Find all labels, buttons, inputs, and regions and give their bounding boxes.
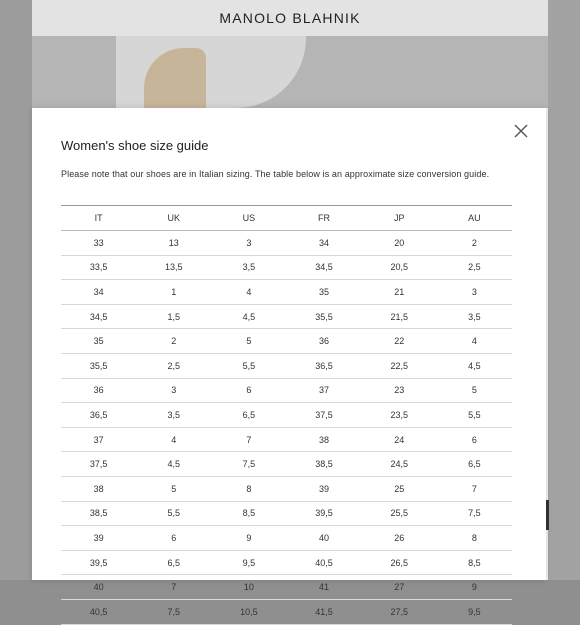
size-cell-it: 40 — [61, 575, 136, 600]
table-row — [61, 304, 512, 329]
size-cell-it: 39,5 — [61, 550, 136, 575]
size-cell-jp: 26,5 — [362, 550, 437, 575]
table-row — [61, 476, 512, 501]
table-row — [61, 280, 512, 305]
table-row — [61, 575, 512, 600]
size-cell-uk: 3 — [136, 378, 211, 403]
size-cell-us: 3 — [211, 231, 286, 256]
size-cell-jp: 27 — [362, 575, 437, 600]
size-cell-it: 40,5 — [61, 599, 136, 624]
size-conversion-table — [61, 205, 512, 625]
size-cell-jp: 20 — [362, 231, 437, 256]
size-cell-au: 2,5 — [437, 255, 512, 280]
size-cell-uk: 1 — [136, 280, 211, 305]
table-row — [61, 427, 512, 452]
size-cell-fr: 35,5 — [286, 304, 361, 329]
size-cell-us: 4 — [211, 280, 286, 305]
size-cell-it: 36,5 — [61, 403, 136, 428]
size-guide-modal — [32, 108, 546, 617]
size-cell-au: 4 — [437, 329, 512, 354]
size-cell-us: 8,5 — [211, 501, 286, 526]
size-cell-uk: 6,5 — [136, 550, 211, 575]
size-cell-fr: 39,5 — [286, 501, 361, 526]
size-cell-au: 9 — [437, 575, 512, 600]
size-cell-jp: 24,5 — [362, 452, 437, 477]
size-cell-us: 5,5 — [211, 353, 286, 378]
product-image — [32, 36, 548, 108]
size-cell-us: 4,5 — [211, 304, 286, 329]
size-cell-au: 5 — [437, 378, 512, 403]
size-cell-fr: 37,5 — [286, 403, 361, 428]
size-cell-fr: 38,5 — [286, 452, 361, 477]
size-cell-au: 3 — [437, 280, 512, 305]
size-cell-uk: 13,5 — [136, 255, 211, 280]
column-header-jp: JP — [362, 206, 437, 231]
size-cell-fr: 37 — [286, 378, 361, 403]
table-row — [61, 526, 512, 551]
size-cell-it: 33 — [61, 231, 136, 256]
size-cell-uk: 13 — [136, 231, 211, 256]
size-cell-fr: 36 — [286, 329, 361, 354]
size-cell-us: 9,5 — [211, 550, 286, 575]
size-cell-uk: 5 — [136, 476, 211, 501]
size-cell-it: 35,5 — [61, 353, 136, 378]
table-row — [61, 452, 512, 477]
size-cell-jp: 25,5 — [362, 501, 437, 526]
size-cell-uk: 5,5 — [136, 501, 211, 526]
size-cell-jp: 25 — [362, 476, 437, 501]
close-button[interactable] — [510, 120, 532, 142]
size-cell-jp: 23,5 — [362, 403, 437, 428]
brand-logo[interactable]: MANOLO BLAHNIK — [219, 10, 361, 26]
table-row — [61, 378, 512, 403]
size-cell-us: 3,5 — [211, 255, 286, 280]
size-cell-uk: 6 — [136, 526, 211, 551]
size-cell-it: 36 — [61, 378, 136, 403]
size-cell-fr: 36,5 — [286, 353, 361, 378]
size-cell-us: 10,5 — [211, 599, 286, 624]
size-cell-uk: 4 — [136, 427, 211, 452]
size-cell-au: 8 — [437, 526, 512, 551]
size-cell-us: 7,5 — [211, 452, 286, 477]
size-cell-us: 10 — [211, 575, 286, 600]
size-cell-it: 34 — [61, 280, 136, 305]
size-cell-jp: 21 — [362, 280, 437, 305]
size-cell-au: 3,5 — [437, 304, 512, 329]
size-cell-jp: 22,5 — [362, 353, 437, 378]
background-control — [546, 500, 549, 530]
backdrop-right[interactable] — [548, 0, 580, 580]
size-cell-it: 38,5 — [61, 501, 136, 526]
backdrop-left[interactable] — [0, 0, 32, 580]
size-cell-it: 39 — [61, 526, 136, 551]
size-cell-us: 5 — [211, 329, 286, 354]
size-cell-au: 5,5 — [437, 403, 512, 428]
size-cell-us: 8 — [211, 476, 286, 501]
column-header-it: IT — [61, 206, 136, 231]
column-header-us: US — [211, 206, 286, 231]
size-cell-us: 9 — [211, 526, 286, 551]
table-row — [61, 231, 512, 256]
size-cell-fr: 39 — [286, 476, 361, 501]
size-cell-fr: 40 — [286, 526, 361, 551]
close-icon — [510, 120, 532, 142]
size-cell-uk: 7 — [136, 575, 211, 600]
table-row — [61, 403, 512, 428]
size-cell-it: 38 — [61, 476, 136, 501]
table-row — [61, 255, 512, 280]
size-cell-jp: 22 — [362, 329, 437, 354]
size-cell-jp: 21,5 — [362, 304, 437, 329]
table-row — [61, 599, 512, 624]
size-cell-fr: 34,5 — [286, 255, 361, 280]
size-cell-au: 6,5 — [437, 452, 512, 477]
size-cell-jp: 26 — [362, 526, 437, 551]
table-body — [61, 231, 512, 625]
size-cell-jp: 27,5 — [362, 599, 437, 624]
size-cell-fr: 41 — [286, 575, 361, 600]
column-header-au: AU — [437, 206, 512, 231]
column-header-uk: UK — [136, 206, 211, 231]
size-cell-it: 33,5 — [61, 255, 136, 280]
size-cell-fr: 34 — [286, 231, 361, 256]
size-cell-jp: 23 — [362, 378, 437, 403]
size-cell-it: 37,5 — [61, 452, 136, 477]
size-cell-fr: 35 — [286, 280, 361, 305]
size-cell-us: 6 — [211, 378, 286, 403]
table-row — [61, 501, 512, 526]
size-cell-it: 37 — [61, 427, 136, 452]
table-row — [61, 329, 512, 354]
size-cell-au: 7,5 — [437, 501, 512, 526]
size-cell-it: 34,5 — [61, 304, 136, 329]
size-cell-uk: 4,5 — [136, 452, 211, 477]
size-cell-uk: 7,5 — [136, 599, 211, 624]
size-cell-fr: 38 — [286, 427, 361, 452]
table-row — [61, 353, 512, 378]
size-cell-jp: 20,5 — [362, 255, 437, 280]
size-cell-au: 9,5 — [437, 599, 512, 624]
size-cell-uk: 2 — [136, 329, 211, 354]
site-header — [32, 0, 548, 36]
size-cell-uk: 2,5 — [136, 353, 211, 378]
size-cell-it: 35 — [61, 329, 136, 354]
size-cell-au: 4,5 — [437, 353, 512, 378]
size-cell-au: 6 — [437, 427, 512, 452]
column-header-fr: FR — [286, 206, 361, 231]
size-cell-uk: 3,5 — [136, 403, 211, 428]
size-cell-fr: 40,5 — [286, 550, 361, 575]
size-cell-jp: 24 — [362, 427, 437, 452]
size-cell-fr: 41,5 — [286, 599, 361, 624]
size-cell-us: 7 — [211, 427, 286, 452]
size-cell-us: 6,5 — [211, 403, 286, 428]
sizing-note: Please note that our shoes are in Italian sizing. The table below is an approximate size conversion guide. — [61, 169, 490, 179]
size-cell-uk: 1,5 — [136, 304, 211, 329]
modal-title: Women's shoe size guide — [61, 138, 209, 153]
size-cell-au: 8,5 — [437, 550, 512, 575]
table-header-row — [61, 206, 512, 231]
size-cell-au: 2 — [437, 231, 512, 256]
table-row — [61, 550, 512, 575]
size-cell-au: 7 — [437, 476, 512, 501]
